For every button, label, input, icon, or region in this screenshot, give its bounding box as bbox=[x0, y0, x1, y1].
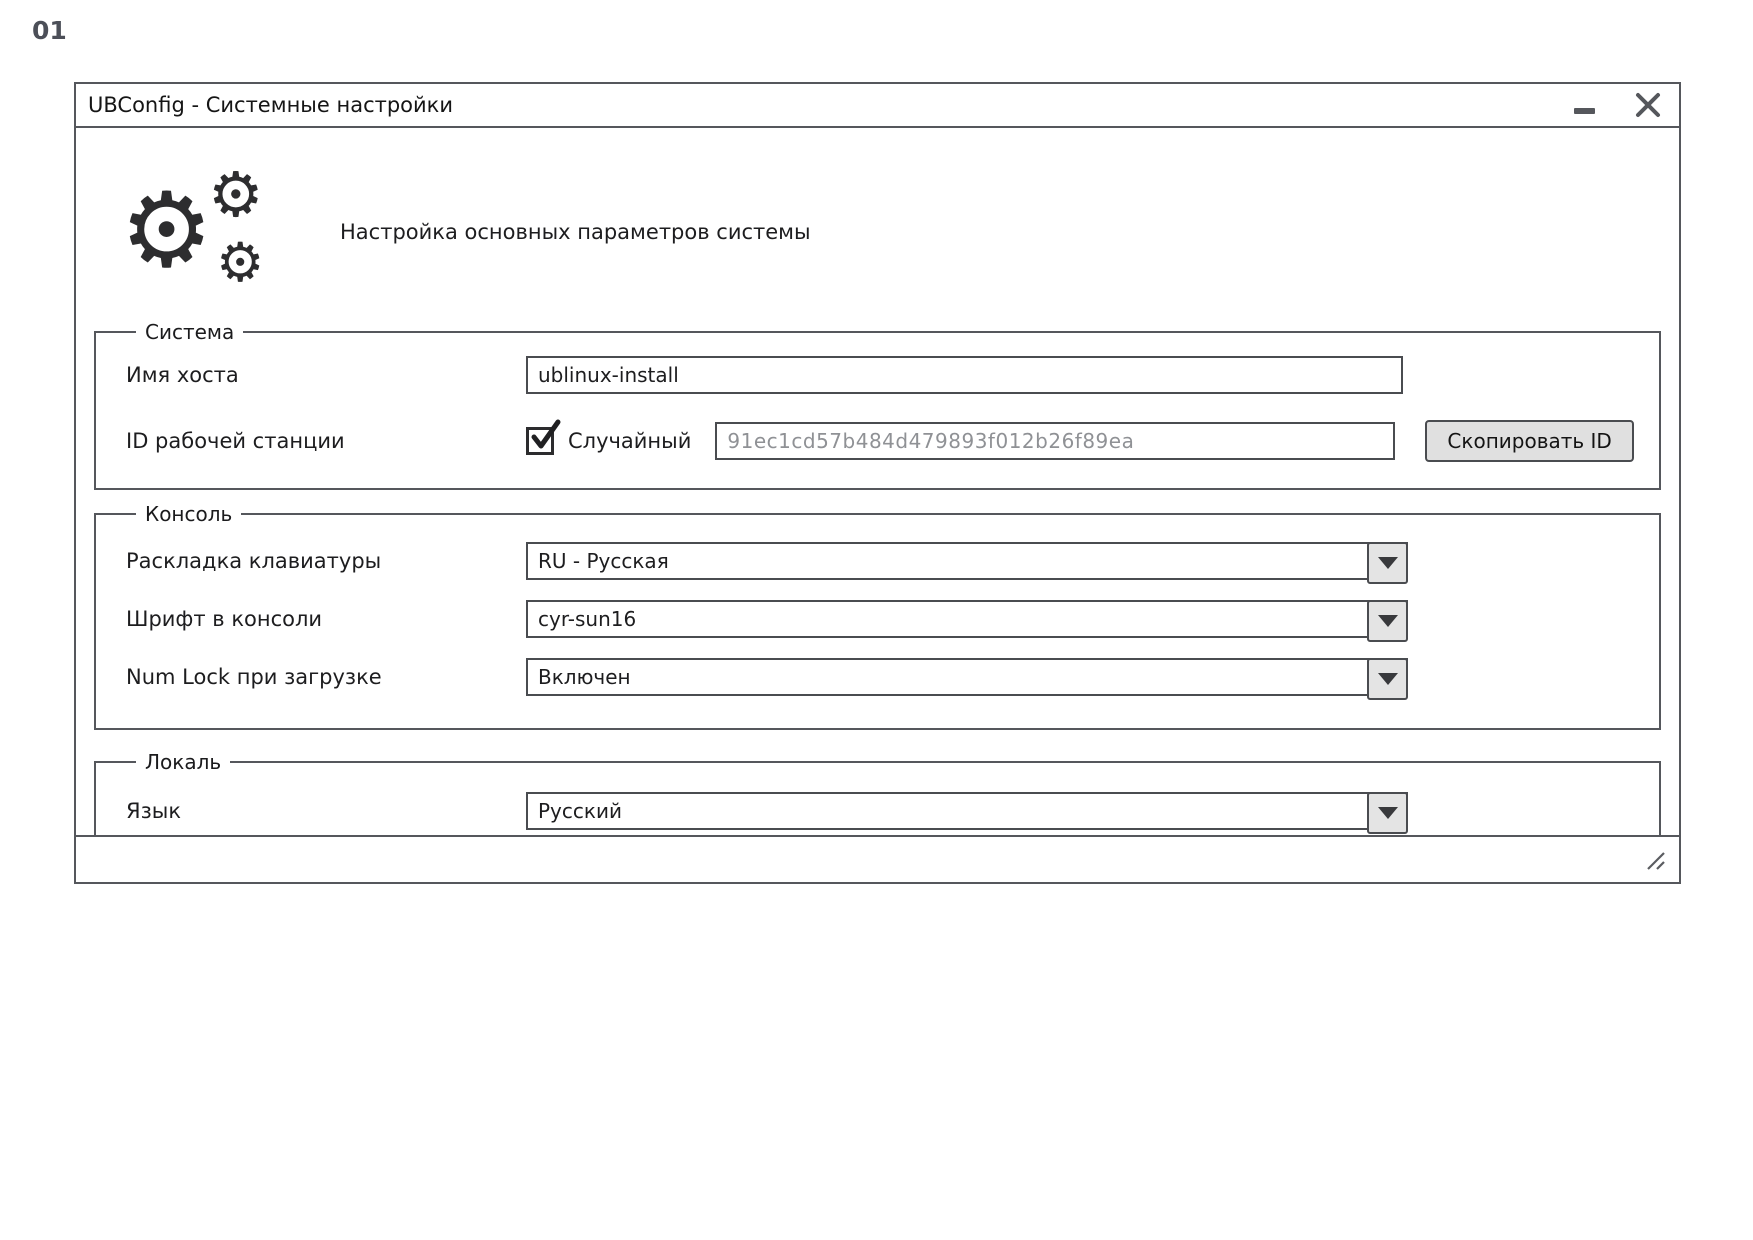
random-id-checkbox[interactable] bbox=[526, 427, 554, 455]
chevron-down-icon bbox=[1378, 615, 1398, 627]
header-row bbox=[120, 158, 1661, 294]
group-locale-legend: Локаль bbox=[145, 750, 222, 774]
dropdown-button[interactable] bbox=[1367, 658, 1408, 700]
group-console-legend: Консоль bbox=[145, 502, 233, 526]
title-bar bbox=[76, 84, 1679, 128]
console-font-row bbox=[126, 600, 1649, 638]
console-font-value: cyr-sun16 bbox=[538, 607, 637, 631]
language-value: Русский bbox=[538, 799, 622, 823]
group-locale bbox=[94, 750, 1661, 835]
chevron-down-icon bbox=[1378, 807, 1398, 819]
hostname-row bbox=[126, 356, 1649, 394]
window-controls bbox=[1573, 89, 1663, 121]
window-subtitle: Настройка основных параметров системы bbox=[340, 220, 811, 244]
numlock-label: Num Lock при загрузке bbox=[126, 665, 382, 689]
gears-icon bbox=[120, 158, 282, 294]
app-window bbox=[74, 82, 1681, 884]
dropdown-button[interactable] bbox=[1367, 600, 1408, 642]
keyboard-layout-select[interactable] bbox=[526, 542, 1408, 580]
dropdown-button[interactable] bbox=[1367, 792, 1408, 834]
keyboard-layout-value: RU - Русская bbox=[538, 549, 669, 573]
numlock-value: Включен bbox=[538, 665, 631, 689]
hostname-label: Имя хоста bbox=[126, 363, 239, 387]
status-bar bbox=[76, 835, 1679, 882]
group-system bbox=[94, 320, 1661, 490]
language-row bbox=[126, 792, 1649, 830]
gear-large-icon: ⚙ bbox=[120, 169, 214, 291]
numlock-select[interactable] bbox=[526, 658, 1408, 696]
station-id-row bbox=[126, 420, 1649, 462]
minimize-icon bbox=[1574, 108, 1595, 114]
station-id-label: ID рабочей станции bbox=[126, 429, 345, 453]
dropdown-button[interactable] bbox=[1367, 542, 1408, 584]
chevron-down-icon bbox=[1378, 673, 1398, 685]
random-id-checkbox-label[interactable]: Случайный bbox=[568, 429, 692, 453]
language-label: Язык bbox=[126, 799, 182, 823]
close-button[interactable] bbox=[1633, 89, 1663, 121]
resize-grip-icon[interactable] bbox=[1643, 848, 1667, 872]
window-content bbox=[76, 130, 1679, 835]
copy-id-button[interactable]: Скопировать ID bbox=[1425, 420, 1633, 462]
console-font-select[interactable] bbox=[526, 600, 1408, 638]
hostname-input[interactable] bbox=[526, 356, 1403, 394]
gear-small-icon: ⚙ bbox=[216, 231, 265, 294]
keyboard-layout-label: Раскладка клавиатуры bbox=[126, 549, 382, 573]
page-index-label: 01 bbox=[32, 16, 67, 45]
keyboard-layout-row bbox=[126, 542, 1649, 580]
numlock-row bbox=[126, 658, 1649, 696]
language-select[interactable] bbox=[526, 792, 1408, 830]
chevron-down-icon bbox=[1378, 557, 1398, 569]
window-title: UBConfig - Системные настройки bbox=[88, 93, 454, 117]
close-icon bbox=[1634, 91, 1662, 119]
gear-medium-icon: ⚙ bbox=[208, 158, 264, 231]
group-system-legend: Система bbox=[145, 320, 235, 344]
group-console bbox=[94, 502, 1661, 730]
console-font-label: Шрифт в консоли bbox=[126, 607, 323, 631]
station-id-input[interactable] bbox=[715, 422, 1395, 460]
minimize-button[interactable] bbox=[1573, 89, 1597, 121]
checkmark-icon bbox=[528, 418, 562, 454]
